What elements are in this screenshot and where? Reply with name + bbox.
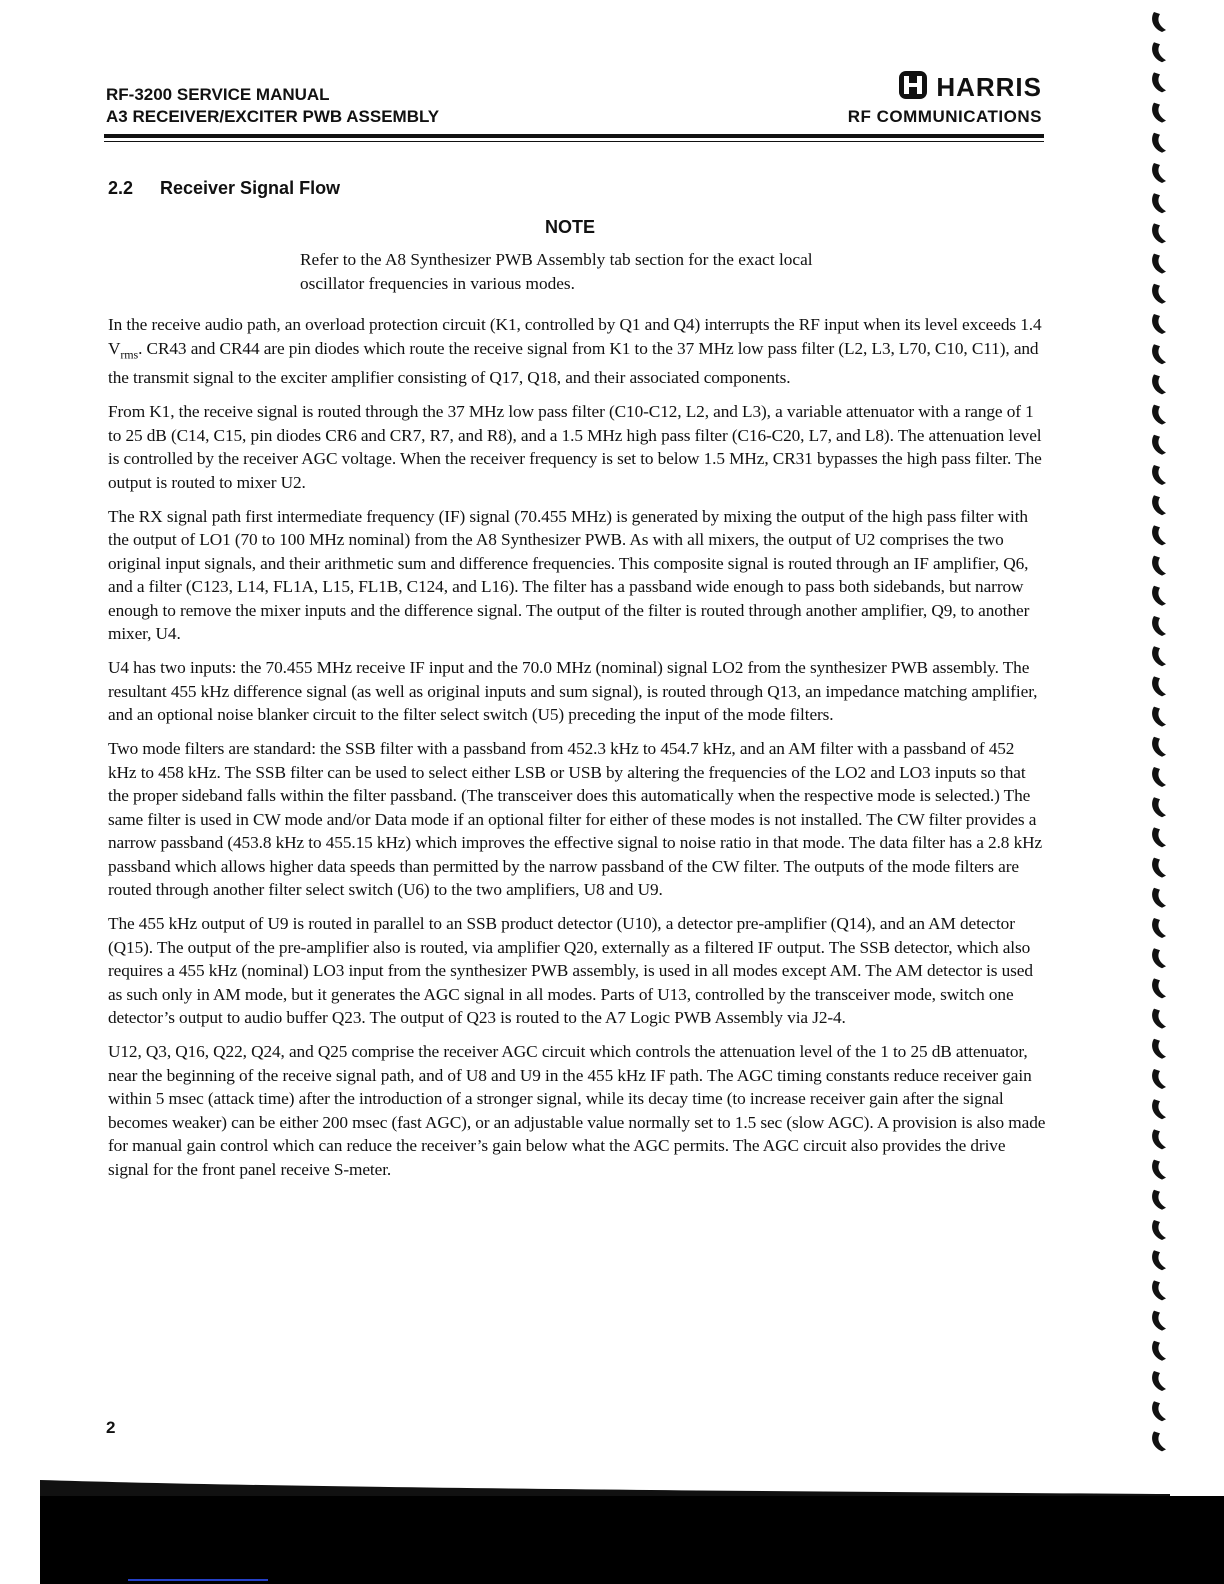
paragraph-overload-protection: In the receive audio path, an overload protection circuit (K1, controlled by Q1 and Q4) interrupts the RF input when its level exceeds 1.4 $V_{rms}$. CR43 and CR44 are pin diodes which route the receive signal from K1 to the 37 MHz low pass filter (L2, L3, L70, C10, C11), and the transmit signal to the exciter amplifier consisting of Q17, Q18, and their associated components.	[108, 315, 1042, 388]
binding-loop	[1152, 646, 1166, 666]
binding-loop	[1152, 1371, 1166, 1391]
binding-loop	[1152, 676, 1166, 696]
harris-logo-icon	[898, 70, 928, 105]
binding-loop	[1152, 1099, 1166, 1119]
binding-loop	[1152, 616, 1166, 636]
binding-loop	[1152, 1220, 1166, 1240]
binding-loop	[1152, 42, 1166, 62]
binding-loop	[1152, 344, 1166, 364]
binding-loop	[1152, 465, 1166, 485]
binding-loop	[1152, 1250, 1166, 1270]
binding-loop	[1152, 374, 1166, 394]
binding-loop	[1152, 1341, 1166, 1361]
binding-loop	[1152, 314, 1166, 334]
binding-loop	[1152, 284, 1166, 304]
binding-loop	[1152, 103, 1166, 123]
binding-loop	[1152, 133, 1166, 153]
manual-title: RF-3200 SERVICE MANUAL	[106, 85, 330, 104]
binding-loop	[1152, 858, 1166, 878]
page-number: 2	[106, 1418, 116, 1437]
paragraph-agc: U12, Q3, Q16, Q22, Q24, and Q25 comprise the receiver AGC circuit which controls the attenuation level of the 1 to 25 dB attenuator, near the beginning of the receive signal path, and of U8 and U9 in the 455 kHz IF path. The AGC timing constants reduce receiver gain within 5 msec (attack time) after the introduction of a stronger signal, while its decay time (to increase receiver gain after the signal becomes weaker) can be either 200 msec (fast AGC), or an adjustable value normally set to 1.5 sec (slow AGC). A provision is also made for manual gain control which can reduce the receiver’s gain below what the AGC permits. The AGC circuit also provides the drive signal for the front panel receive S-meter.	[108, 1042, 1046, 1179]
subscript-rms: rms	[120, 346, 139, 361]
paragraph-second-mixer: U4 has two inputs: the 70.455 MHz receive IF input and the 70.0 MHz (nominal) signal LO2 from the synthesizer PWB assembly. The resultant 455 kHz difference signal (as well as original inputs and sum signal), is routed through Q13, an impedance matching amplifier, and an optional noise blanker circuit to the filter select switch (U5) preceding the input of the mode filters.	[108, 658, 1038, 725]
scan-link-line	[128, 1579, 268, 1581]
paragraph-first-if: The RX signal path first intermediate frequency (IF) signal (70.455 MHz) is generated by mixing the output of the high pass filter with the output of LO1 (70 to 100 MHz nominal) from the A8 Synthesizer PWB. As with all mixers, the output of U2 comprises the two original input signals, and their arithmetic sum and difference frequencies. This composite signal is routed through an IF amplifier, Q6, and a filter (C123, L14, FL1A, L15, FL1B, C124, and L16). The filter has a passband wide enough to pass both sidebands, but narrow enough to remove the mixer inputs and the difference signal. The output of the filter is routed through another amplifier, Q9, to another mixer, U4.	[108, 506, 1030, 644]
binding-loop	[1152, 163, 1166, 183]
scan-shadow-edge	[40, 1478, 1170, 1498]
header-rule-thick	[104, 134, 1044, 138]
binding-loop	[1152, 193, 1166, 213]
binding-loop	[1152, 556, 1166, 576]
brand-name: HARRIS	[936, 72, 1042, 102]
binding-loop	[1152, 495, 1166, 515]
binding-loop	[1152, 797, 1166, 817]
brand-subtitle: RF COMMUNICATIONS	[847, 107, 1042, 126]
section-heading	[108, 178, 340, 199]
binding-loop	[1152, 405, 1166, 425]
header-rule-thin	[104, 141, 1044, 142]
binding-loop	[1152, 1129, 1166, 1149]
running-header	[106, 84, 439, 128]
binding-loop	[1152, 1069, 1166, 1089]
binding-loop	[1152, 435, 1166, 455]
binding-loop	[1152, 1280, 1166, 1300]
binding-loop	[1152, 707, 1166, 727]
binding-loop	[1152, 1431, 1166, 1451]
binding-loop	[1152, 827, 1166, 847]
binding-loop	[1152, 1160, 1166, 1180]
paragraph-mode-filters: Two mode filters are standard: the SSB filter with a passband from 452.3 kHz to 454.7 kHz, and an AM filter with a passband of 452 kHz to 458 kHz. The SSB filter can be used to select either LSB or USB by altering the frequencies of the LO2 and LO3 inputs so that the proper sideband falls within the filter passband. (The transceiver does this automatically when the respective mode is selected.) The same filter is used in CW mode and/or Data mode if an optional filter for either of these modes is not installed. The CW filter provides a narrow passband (453.8 kHz to 455.15 kHz) which improves the effective signal to noise ratio in that mode. The data filter has a 2.8 kHz passband which allows higher data speeds than permitted by the narrow passband of the CW filter. The outputs of the mode filters are routed through another filter select switch (U6) to the two amplifiers, U8 and U9.	[108, 739, 1043, 900]
binding-loop	[1152, 888, 1166, 908]
binding-loop	[1152, 254, 1166, 274]
binding-loop	[1152, 12, 1166, 32]
binding-loop	[1152, 1009, 1166, 1029]
paragraph-attenuator: From K1, the receive signal is routed through the 37 MHz low pass filter (C10-C12, L2, and L3), a variable attenuator with a range of 1 to 25 dB (C14, C15, pin diodes CR6 and CR7, R7, and R8), and a 1.5 MHz high pass filter (C16-C20, L7, and L8). The attenuation level is controlled by the receiver AGC voltage. When the receiver frequency is set to below 1.5 MHz, CR31 bypasses the high pass filter. The output is routed to mixer U2.	[108, 402, 1042, 492]
binding-loop	[1152, 948, 1166, 968]
note-text: Refer to the A8 Synthesizer PWB Assembly tab section for the exact local oscillator frequencies in various modes.	[300, 250, 813, 293]
note-title: NOTE	[544, 217, 595, 237]
body-text	[108, 313, 1046, 1192]
assembly-title: A3 RECEIVER/EXCITER PWB ASSEMBLY	[106, 107, 440, 126]
scan-border	[40, 1496, 1224, 1584]
brand-block	[848, 70, 1042, 127]
section-number: 2.2	[108, 178, 134, 198]
binding-loop	[1152, 737, 1166, 757]
spiral-binding-marks	[1148, 0, 1178, 1480]
binding-loop	[1152, 72, 1166, 92]
binding-loop	[1152, 1401, 1166, 1421]
binding-loop	[1152, 1311, 1166, 1331]
section-title: Receiver Signal Flow	[160, 178, 341, 198]
binding-loop	[1152, 767, 1166, 787]
binding-loop	[1152, 223, 1166, 243]
binding-loop	[1152, 586, 1166, 606]
paragraph-detectors: The 455 kHz output of U9 is routed in parallel to an SSB product detector (U10), a detector pre-amplifier (Q14), and an AM detector (Q15). The output of the pre-amplifier also is routed, via amplifier Q20, externally as a filtered IF output. The SSB detector, which also requires a 455 kHz (nominal) LO3 input from the synthesizer PWB assembly, is used in all modes except AM. The AM detector is used as such only in AM mode, but it generates the AGC signal in all modes. Parts of U13, controlled by the transceiver mode, switch one detector’s output to audio buffer Q23. The output of Q23 is routed to the A7 Logic PWB Assembly via J2-4.	[108, 914, 1033, 1028]
binding-loop	[1152, 918, 1166, 938]
binding-loop	[1152, 1039, 1166, 1059]
binding-loop	[1152, 525, 1166, 545]
binding-loop	[1152, 978, 1166, 998]
binding-loop	[1152, 1190, 1166, 1210]
